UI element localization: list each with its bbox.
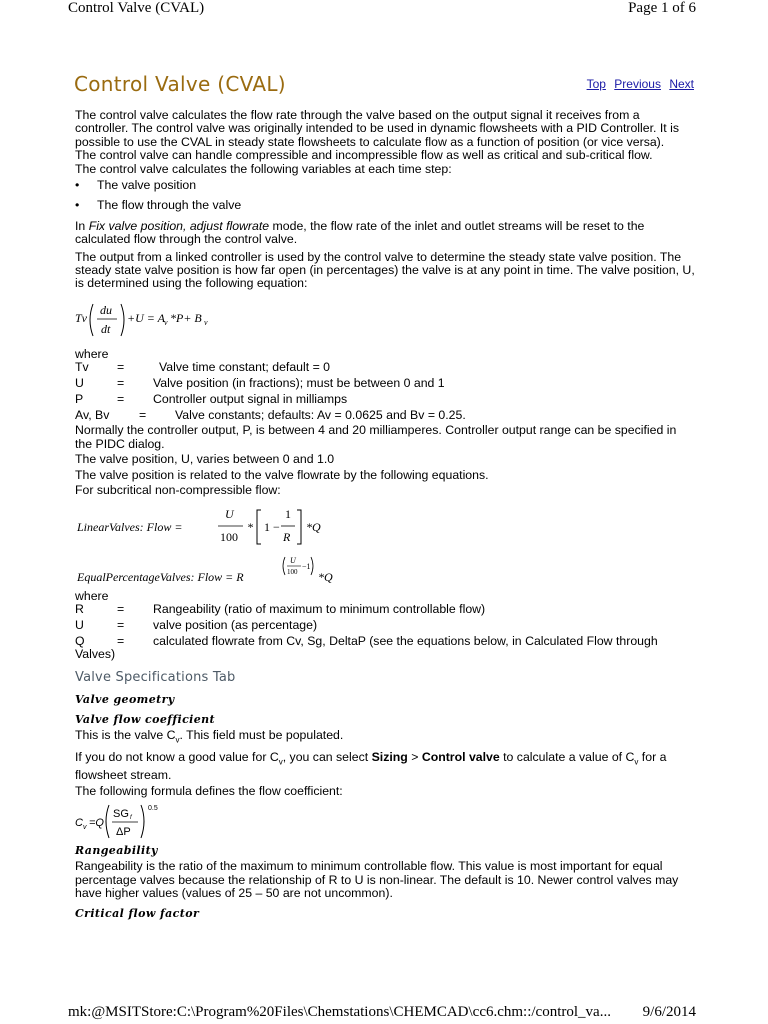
rangeability-paragraph: Rangeability is the ratio of the maximum to minimum controllable flow. This value is most important for equal percentage valves because the relationship of R to U is non-linear. The default is 10. Newer control valves may have higher values (values of 25 – 50 are not uncommon). — [75, 859, 679, 901]
variables-list-1 — [75, 361, 695, 424]
intro-paragraph-1: The control valve calculates the flow rate through the valve based on the output signal it receives from a controller. The control valve was originally intended to be used in dynamic flowsheets with a PID Controller. It is possible to use the CVAL in steady state flowsheets to calculate flow as a function of position (or vice versa). — [75, 108, 679, 149]
document-body — [75, 109, 695, 927]
mode-paragraph: In Fix valve position, adjust flowrate mode, the flow rate of the inlet and outlet streams will be reset to the calculated flow through the control valve. — [75, 218, 645, 247]
variable-row: R = Rangeability (ratio of maximum to minimum controllable flow) — [75, 601, 486, 616]
list-item: • The flow through the valve — [75, 199, 695, 212]
svg-text:LinearValves: Flow =: LinearValves: Flow = — [77, 519, 183, 534]
svg-text:=Q: =Q — [89, 817, 104, 830]
control-valve-menu-reference: Control valve — [421, 750, 500, 765]
calculated-variables-list — [75, 179, 695, 213]
intro-paragraph-2: The control valve can handle compressible and incompressible flow as well as critical and sub-critical flow. — [75, 148, 653, 163]
subheading-rangeability: Rangeability — [75, 844, 158, 858]
list-item: • The valve position — [75, 179, 695, 192]
valve-position-equation-image — [75, 298, 275, 342]
vfc-paragraph-2: If you do not know a good value for $C_v$, you can select Sizing > Control valve to calculate a value of $C_v$ for a flowsheet stream. — [75, 750, 667, 783]
svg-text:dt: dt — [101, 321, 111, 336]
equal-percentage-equation-image — [75, 554, 375, 588]
sizing-menu-reference: Sizing — [371, 750, 408, 765]
svg-text:C: C — [75, 817, 83, 830]
intro-paragraph-3: The control valve calculates the following variables at each time step: — [75, 161, 452, 176]
svg-text:*Q: *Q — [306, 519, 321, 534]
svg-text:*Q: *Q — [318, 569, 333, 584]
svg-text:1: 1 — [285, 506, 291, 521]
where-label-1: where — [75, 346, 109, 361]
svg-text:SG: SG — [113, 808, 129, 821]
mode-name: Fix valve position, adjust flowrate — [88, 218, 270, 233]
mid-paragraph-1: Normally the controller output, P, is between 4 and 20 milliamperes. Controller output range can be specified in the PIDC dialog. — [75, 423, 677, 451]
nav-previous-link[interactable]: Previous — [614, 77, 661, 91]
variable-row: Tv = Valve time constant; default = 0 — [75, 360, 331, 375]
variable-row: Av, Bv = Valve constants; defaults: Av = 0.0625 and Bv = 0.25. — [75, 407, 466, 422]
flow-coefficient-equation — [75, 802, 695, 842]
variable-row: U = valve position (as percentage) — [75, 617, 318, 632]
svg-text:v: v — [83, 824, 87, 832]
page-header — [68, 0, 696, 22]
svg-text:EqualPercentageValves: Flow =: EqualPercentageValves: Flow = R — [77, 569, 244, 584]
variable-row-q: Q = calculated flowrate from Cv, Sg, DeltaP (see the equations below, in Calculated Flow through Valves) — [75, 633, 658, 661]
nav-top-link[interactable]: Top — [586, 77, 606, 91]
svg-text:f: f — [130, 815, 132, 822]
svg-text:U: U — [290, 555, 296, 565]
equal-percentage-equation — [75, 554, 695, 588]
vfc-paragraph-3: The following formula defines the flow coefficient: — [75, 783, 343, 798]
svg-text:U: U — [225, 506, 234, 521]
variable-row: P = Controller output signal in milliamps — [75, 391, 348, 406]
svg-text:0.5: 0.5 — [148, 805, 158, 813]
svg-text:*P+ B: *P+ B — [170, 310, 202, 325]
svg-text:*: * — [247, 519, 253, 534]
svg-text:100: 100 — [220, 529, 238, 544]
subheading-valve-geometry: Valve geometry — [75, 692, 175, 706]
svg-text:+U = A: +U = A — [127, 310, 165, 325]
nav-next-link[interactable]: Next — [669, 77, 694, 91]
svg-text:du: du — [100, 302, 112, 317]
svg-text:ΔP: ΔP — [116, 826, 131, 839]
subheading-critical-flow-factor: Critical flow factor — [75, 906, 200, 920]
svg-text:−1: −1 — [302, 561, 311, 571]
svg-text:Tv: Tv — [75, 310, 87, 325]
header-page-number: Page 1 of 6 — [628, 0, 696, 16]
footer-path: mk:@MSITStore:C:\Program%20Files\Chemstations\CHEMCAD\cc6.chm::/control_va... — [68, 1004, 611, 1020]
mid-paragraph-3: The valve position is related to the valve flowrate by the following equations. — [75, 467, 489, 482]
section-heading: Valve Specifications Tab — [75, 670, 236, 686]
where-label-2: where — [75, 588, 109, 603]
svg-text:R: R — [283, 529, 291, 544]
valve-position-equation — [75, 298, 695, 342]
svg-text:v: v — [164, 317, 168, 327]
subheading-valve-flow-coefficient: Valve flow coefficient — [75, 713, 216, 727]
linear-valves-equation-image — [75, 504, 345, 550]
page-title: Control Valve (CVAL) — [74, 72, 286, 96]
vfc-paragraph-1: This is the valve $C_v$. This field must be populated. — [75, 727, 344, 744]
mid-paragraph-2: The valve position, U, varies between 0 and 1.0 — [75, 452, 335, 467]
svg-text:v: v — [204, 317, 208, 327]
variable-row: U = Valve position (in fractions); must be between 0 and 1 — [75, 376, 445, 391]
header-title: Control Valve (CVAL) — [68, 0, 205, 16]
variables-list-2 — [75, 603, 695, 635]
mid-paragraph-4: For subcritical non-compressible flow: — [75, 483, 281, 498]
topic-navigation — [582, 77, 694, 91]
svg-text:1 −: 1 − — [264, 519, 280, 534]
footer-date: 9/6/2014 — [642, 1004, 696, 1020]
intro-paragraph-5: The output from a linked controller is used by the control valve to determine the steady state valve position. The steady state valve position is how far open (in percentages) the valve is at any point in time. The valve position, U, is determined using the following equation: — [75, 249, 695, 291]
linear-valves-equation — [75, 504, 695, 550]
flow-coefficient-equation-image — [75, 802, 195, 842]
svg-text:100: 100 — [287, 567, 298, 576]
